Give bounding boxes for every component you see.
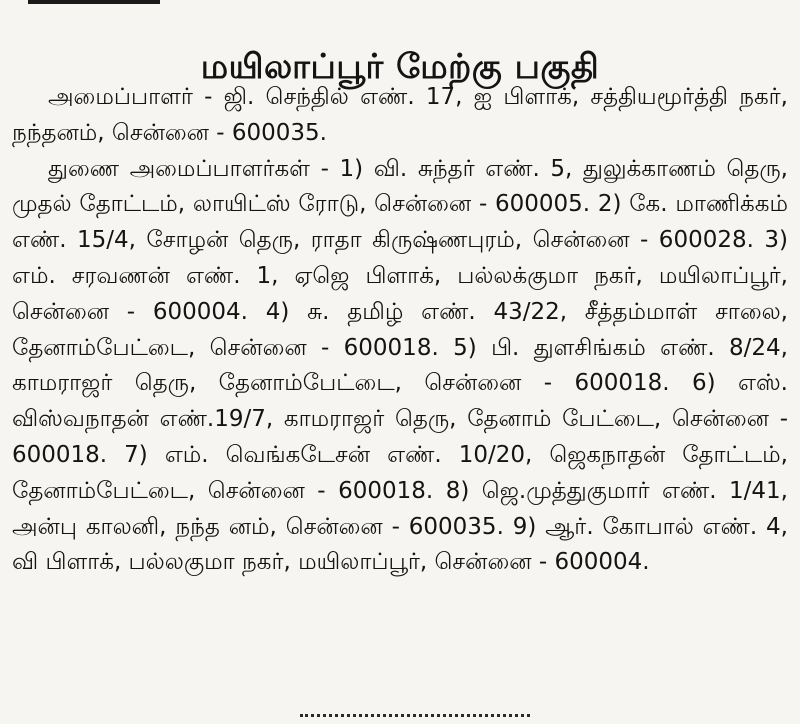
next-section-fragment bbox=[300, 714, 530, 724]
organizer-paragraph: அமைப்பாளர் - ஜி. செந்தில் எண். 17, ஐ பிளாக், சத்தியமூர்த்தி நகர், நந்தனம், சென்னை - 600035. bbox=[12, 84, 788, 146]
article-body bbox=[12, 80, 788, 581]
section-heading: மயிலாப்பூர் மேற்கு பகுதி bbox=[200, 46, 600, 87]
deputy-organizers-paragraph: துணை அமைப்பாளர்கள் - 1) வி. சுந்தர் எண். 5, துலுக்காணம் தெரு, முதல் தோட்டம், லாயிட்ஸ் ரோடு, சென்னை - 600005. 2) கே. மாணிக்கம் எண். 15/4, சோழன் தெரு, ராதா கிருஷ்ணபுரம், சென்னை - 600028. 3) எம். சரவணன் எண். 1, ஏஜெ பிளாக், பல்லக்குமா நகர், மயிலாப்பூர், சென்னை - 600004. 4) சு. தமிழ் எண். 43/22, சீத்தம்மாள் சாலை, தேனாம்பேட்டை, சென்னை - 600018. 5) பி. துளசிங்கம் எண். 8/24, காமராஜர் தெரு, தேனாம்பேட்டை, சென்னை - 600018. 6) எஸ். விஸ்வநாதன் எண்.19/7, காமராஜர் தெரு, தேனாம் பேட்டை, சென்னை - 600018. 7) எம். வெங்கடேசன் எண். 10/20, ஜெகநாதன் தோட்டம், தேனாம்பேட்டை, சென்னை - 600018. 8) ஜெ.முத்துகுமார் எண். 1/41, அன்பு காலனி, நந்த னம், சென்னை - 600035. 9) ஆர். கோபால் எண். 4, வி பிளாக், பல்லகுமா நகர், மயிலாப்பூர், சென்னை - 600004. bbox=[12, 155, 788, 576]
previous-section-rule bbox=[28, 0, 160, 4]
